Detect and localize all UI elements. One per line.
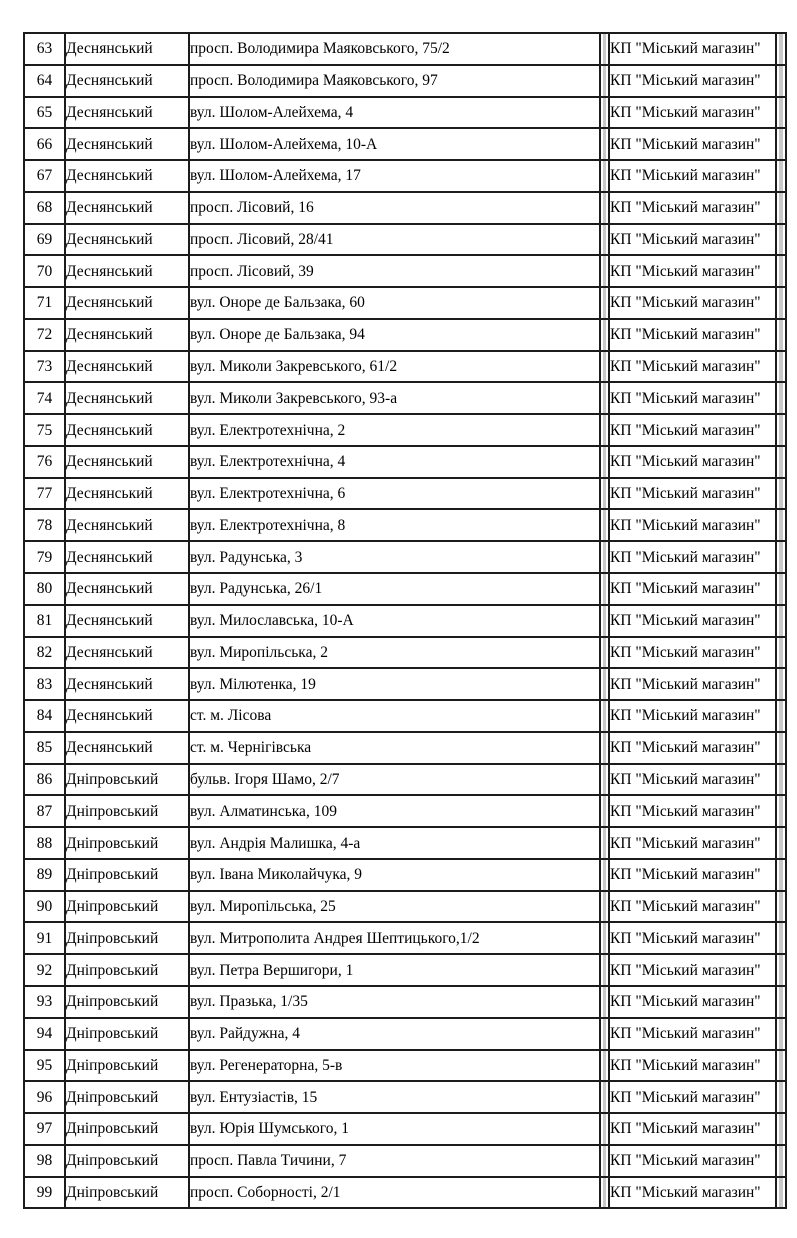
district-cell: Деснянський xyxy=(65,224,189,256)
district-cell: Деснянський xyxy=(65,97,189,129)
spacer-cell-right xyxy=(776,827,786,859)
spacer-cell-right xyxy=(776,414,786,446)
row-number-cell: 87 xyxy=(24,795,65,827)
vendor-cell: КП "Міський магазин" xyxy=(609,1177,776,1209)
row-number-cell: 89 xyxy=(24,859,65,891)
vendor-cell: КП "Міський магазин" xyxy=(609,509,776,541)
row-number-cell: 90 xyxy=(24,891,65,923)
district-cell: Деснянський xyxy=(65,637,189,669)
spacer-cell xyxy=(600,478,609,510)
address-cell: вул. Оноре де Бальзака, 60 xyxy=(189,287,600,319)
row-number-cell: 69 xyxy=(24,224,65,256)
spacer-cell-right xyxy=(776,509,786,541)
spacer-cell xyxy=(600,986,609,1018)
table-row xyxy=(24,891,786,923)
vendor-cell: КП "Міський магазин" xyxy=(609,65,776,97)
address-cell: вул. Миропільська, 2 xyxy=(189,637,600,669)
address-cell: вул. Оноре де Бальзака, 94 xyxy=(189,319,600,351)
table-row xyxy=(24,1081,786,1113)
row-number-cell: 77 xyxy=(24,478,65,510)
row-number-cell: 75 xyxy=(24,414,65,446)
district-cell: Деснянський xyxy=(65,351,189,383)
vendor-cell: КП "Міський магазин" xyxy=(609,160,776,192)
district-cell: Деснянський xyxy=(65,192,189,224)
spacer-cell xyxy=(600,891,609,923)
vendor-cell: КП "Міський магазин" xyxy=(609,1113,776,1145)
vendor-cell: КП "Міський магазин" xyxy=(609,287,776,319)
address-cell: просп. Володимира Маяковського, 97 xyxy=(189,65,600,97)
spacer-cell xyxy=(600,764,609,796)
vendor-cell: КП "Міський магазин" xyxy=(609,446,776,478)
district-cell: Деснянський xyxy=(65,732,189,764)
row-number-cell: 82 xyxy=(24,637,65,669)
spacer-cell xyxy=(600,192,609,224)
table-row xyxy=(24,986,786,1018)
spacer-cell xyxy=(600,65,609,97)
vendor-cell: КП "Міський магазин" xyxy=(609,128,776,160)
vendor-cell: КП "Міський магазин" xyxy=(609,97,776,129)
table-row xyxy=(24,1050,786,1082)
spacer-cell-right xyxy=(776,1113,786,1145)
row-number-cell: 63 xyxy=(24,33,65,65)
address-cell: вул. Мілютенка, 19 xyxy=(189,668,600,700)
row-number-cell: 99 xyxy=(24,1177,65,1209)
store-address-table xyxy=(23,32,787,1209)
spacer-cell-right xyxy=(776,764,786,796)
district-cell: Деснянський xyxy=(65,255,189,287)
district-cell: Дніпровський xyxy=(65,954,189,986)
spacer-cell-right xyxy=(776,1050,786,1082)
vendor-cell: КП "Міський магазин" xyxy=(609,478,776,510)
spacer-cell xyxy=(600,859,609,891)
spacer-cell-right xyxy=(776,700,786,732)
spacer-cell xyxy=(600,668,609,700)
spacer-cell xyxy=(600,732,609,764)
table-row xyxy=(24,859,786,891)
address-cell: вул. Миколи Закревського, 61/2 xyxy=(189,351,600,383)
row-number-cell: 95 xyxy=(24,1050,65,1082)
spacer-cell xyxy=(600,255,609,287)
vendor-cell: КП "Міський магазин" xyxy=(609,637,776,669)
vendor-cell: КП "Міський магазин" xyxy=(609,954,776,986)
vendor-cell: КП "Міський магазин" xyxy=(609,351,776,383)
spacer-cell xyxy=(600,700,609,732)
address-cell: вул. Електротехнічна, 6 xyxy=(189,478,600,510)
table-row xyxy=(24,446,786,478)
table-row xyxy=(24,414,786,446)
district-cell: Деснянський xyxy=(65,478,189,510)
district-cell: Деснянський xyxy=(65,414,189,446)
address-cell: вул. Празька, 1/35 xyxy=(189,986,600,1018)
address-cell: вул. Андрія Малишка, 4-а xyxy=(189,827,600,859)
vendor-cell: КП "Міський магазин" xyxy=(609,382,776,414)
district-cell: Дніпровський xyxy=(65,1050,189,1082)
address-cell: бульв. Ігоря Шамо, 2/7 xyxy=(189,764,600,796)
row-number-cell: 83 xyxy=(24,668,65,700)
table-row xyxy=(24,255,786,287)
vendor-cell: КП "Міський магазин" xyxy=(609,795,776,827)
district-cell: Деснянський xyxy=(65,573,189,605)
spacer-cell-right xyxy=(776,605,786,637)
address-cell: вул. Радунська, 26/1 xyxy=(189,573,600,605)
row-number-cell: 67 xyxy=(24,160,65,192)
spacer-cell-right xyxy=(776,954,786,986)
spacer-cell xyxy=(600,351,609,383)
table-row xyxy=(24,319,786,351)
spacer-cell-right xyxy=(776,446,786,478)
table-row xyxy=(24,700,786,732)
spacer-cell-right xyxy=(776,224,786,256)
table-row xyxy=(24,97,786,129)
district-cell: Деснянський xyxy=(65,446,189,478)
district-cell: Дніпровський xyxy=(65,1018,189,1050)
spacer-cell xyxy=(600,224,609,256)
vendor-cell: КП "Міський магазин" xyxy=(609,255,776,287)
district-cell: Дніпровський xyxy=(65,1145,189,1177)
vendor-cell: КП "Міський магазин" xyxy=(609,732,776,764)
spacer-cell xyxy=(600,446,609,478)
row-number-cell: 79 xyxy=(24,541,65,573)
district-cell: Деснянський xyxy=(65,700,189,732)
vendor-cell: КП "Міський магазин" xyxy=(609,859,776,891)
spacer-cell xyxy=(600,1177,609,1209)
spacer-cell-right xyxy=(776,891,786,923)
district-cell: Деснянський xyxy=(65,65,189,97)
vendor-cell: КП "Міський магазин" xyxy=(609,1081,776,1113)
table-row xyxy=(24,33,786,65)
district-cell: Деснянський xyxy=(65,128,189,160)
row-number-cell: 73 xyxy=(24,351,65,383)
district-cell: Дніпровський xyxy=(65,1177,189,1209)
spacer-cell-right xyxy=(776,128,786,160)
row-number-cell: 80 xyxy=(24,573,65,605)
table-row xyxy=(24,954,786,986)
address-cell: вул. Миропільська, 25 xyxy=(189,891,600,923)
table-row xyxy=(24,1113,786,1145)
district-cell: Дніпровський xyxy=(65,764,189,796)
table-row xyxy=(24,637,786,669)
district-cell: Деснянський xyxy=(65,287,189,319)
spacer-cell-right xyxy=(776,478,786,510)
spacer-cell xyxy=(600,319,609,351)
table-row xyxy=(24,478,786,510)
table-row xyxy=(24,827,786,859)
table-row xyxy=(24,605,786,637)
spacer-cell-right xyxy=(776,160,786,192)
vendor-cell: КП "Міський магазин" xyxy=(609,192,776,224)
row-number-cell: 65 xyxy=(24,97,65,129)
spacer-cell xyxy=(600,1113,609,1145)
spacer-cell-right xyxy=(776,541,786,573)
table-row xyxy=(24,1145,786,1177)
row-number-cell: 71 xyxy=(24,287,65,319)
spacer-cell xyxy=(600,160,609,192)
row-number-cell: 93 xyxy=(24,986,65,1018)
spacer-cell-right xyxy=(776,573,786,605)
row-number-cell: 72 xyxy=(24,319,65,351)
spacer-cell xyxy=(600,605,609,637)
spacer-cell-right xyxy=(776,1018,786,1050)
table-row xyxy=(24,192,786,224)
address-cell: вул. Шолом-Алейхема, 17 xyxy=(189,160,600,192)
address-cell: просп. Лісовий, 16 xyxy=(189,192,600,224)
row-number-cell: 64 xyxy=(24,65,65,97)
spacer-cell xyxy=(600,573,609,605)
district-cell: Деснянський xyxy=(65,319,189,351)
table-row xyxy=(24,65,786,97)
address-cell: вул. Алматинська, 109 xyxy=(189,795,600,827)
table-row xyxy=(24,541,786,573)
table-row xyxy=(24,573,786,605)
row-number-cell: 91 xyxy=(24,922,65,954)
table-row xyxy=(24,1018,786,1050)
vendor-cell: КП "Міський магазин" xyxy=(609,764,776,796)
address-cell: просп. Соборності, 2/1 xyxy=(189,1177,600,1209)
vendor-cell: КП "Міський магазин" xyxy=(609,1145,776,1177)
spacer-cell xyxy=(600,1050,609,1082)
spacer-cell xyxy=(600,1081,609,1113)
vendor-cell: КП "Міський магазин" xyxy=(609,1050,776,1082)
table-row xyxy=(24,128,786,160)
spacer-cell-right xyxy=(776,1145,786,1177)
vendor-cell: КП "Міський магазин" xyxy=(609,1018,776,1050)
store-table-body xyxy=(24,33,786,1208)
spacer-cell xyxy=(600,827,609,859)
address-cell: вул. Електротехнічна, 2 xyxy=(189,414,600,446)
district-cell: Дніпровський xyxy=(65,795,189,827)
district-cell: Деснянський xyxy=(65,605,189,637)
spacer-cell xyxy=(600,33,609,65)
district-cell: Деснянський xyxy=(65,382,189,414)
address-cell: вул. Радунська, 3 xyxy=(189,541,600,573)
table-row xyxy=(24,764,786,796)
table-row xyxy=(24,795,786,827)
row-number-cell: 70 xyxy=(24,255,65,287)
address-cell: вул. Шолом-Алейхема, 10-А xyxy=(189,128,600,160)
table-row xyxy=(24,351,786,383)
spacer-cell-right xyxy=(776,255,786,287)
spacer-cell-right xyxy=(776,287,786,319)
vendor-cell: КП "Міський магазин" xyxy=(609,319,776,351)
spacer-cell xyxy=(600,954,609,986)
spacer-cell-right xyxy=(776,1177,786,1209)
row-number-cell: 74 xyxy=(24,382,65,414)
table-row xyxy=(24,382,786,414)
spacer-cell-right xyxy=(776,33,786,65)
spacer-cell xyxy=(600,287,609,319)
row-number-cell: 97 xyxy=(24,1113,65,1145)
spacer-cell-right xyxy=(776,319,786,351)
table-row xyxy=(24,224,786,256)
row-number-cell: 86 xyxy=(24,764,65,796)
address-cell: вул. Митрополита Андрея Шептицького,1/2 xyxy=(189,922,600,954)
spacer-cell-right xyxy=(776,922,786,954)
district-cell: Деснянський xyxy=(65,541,189,573)
vendor-cell: КП "Міський магазин" xyxy=(609,414,776,446)
address-cell: вул. Милославська, 10-А xyxy=(189,605,600,637)
spacer-cell xyxy=(600,541,609,573)
spacer-cell xyxy=(600,637,609,669)
district-cell: Дніпровський xyxy=(65,1113,189,1145)
address-cell: ст. м. Лісова xyxy=(189,700,600,732)
district-cell: Деснянський xyxy=(65,668,189,700)
address-cell: вул. Ентузіастів, 15 xyxy=(189,1081,600,1113)
spacer-cell-right xyxy=(776,637,786,669)
address-cell: вул. Електротехнічна, 4 xyxy=(189,446,600,478)
address-cell: вул. Шолом-Алейхема, 4 xyxy=(189,97,600,129)
address-cell: просп. Лісовий, 28/41 xyxy=(189,224,600,256)
district-cell: Деснянський xyxy=(65,509,189,541)
table-row xyxy=(24,287,786,319)
spacer-cell xyxy=(600,1145,609,1177)
table-row xyxy=(24,732,786,764)
district-cell: Дніпровський xyxy=(65,859,189,891)
address-cell: ст. м. Чернігівська xyxy=(189,732,600,764)
table-row xyxy=(24,509,786,541)
row-number-cell: 94 xyxy=(24,1018,65,1050)
spacer-cell xyxy=(600,128,609,160)
spacer-cell-right xyxy=(776,65,786,97)
spacer-cell xyxy=(600,97,609,129)
row-number-cell: 66 xyxy=(24,128,65,160)
address-cell: просп. Павла Тичини, 7 xyxy=(189,1145,600,1177)
spacer-cell-right xyxy=(776,351,786,383)
vendor-cell: КП "Міський магазин" xyxy=(609,573,776,605)
spacer-cell-right xyxy=(776,986,786,1018)
spacer-cell xyxy=(600,922,609,954)
address-cell: вул. Юрія Шумського, 1 xyxy=(189,1113,600,1145)
address-cell: вул. Регенераторна, 5-в xyxy=(189,1050,600,1082)
spacer-cell xyxy=(600,1018,609,1050)
spacer-cell-right xyxy=(776,382,786,414)
district-cell: Деснянський xyxy=(65,33,189,65)
row-number-cell: 76 xyxy=(24,446,65,478)
row-number-cell: 68 xyxy=(24,192,65,224)
spacer-cell-right xyxy=(776,795,786,827)
vendor-cell: КП "Міський магазин" xyxy=(609,224,776,256)
vendor-cell: КП "Міський магазин" xyxy=(609,668,776,700)
spacer-cell-right xyxy=(776,668,786,700)
vendor-cell: КП "Міський магазин" xyxy=(609,986,776,1018)
address-cell: просп. Володимира Маяковського, 75/2 xyxy=(189,33,600,65)
district-cell: Деснянський xyxy=(65,160,189,192)
address-cell: вул. Івана Миколайчука, 9 xyxy=(189,859,600,891)
table-row xyxy=(24,668,786,700)
row-number-cell: 92 xyxy=(24,954,65,986)
vendor-cell: КП "Міський магазин" xyxy=(609,605,776,637)
spacer-cell-right xyxy=(776,1081,786,1113)
spacer-cell-right xyxy=(776,859,786,891)
address-cell: вул. Миколи Закревського, 93-а xyxy=(189,382,600,414)
spacer-cell xyxy=(600,382,609,414)
vendor-cell: КП "Міський магазин" xyxy=(609,922,776,954)
address-cell: просп. Лісовий, 39 xyxy=(189,255,600,287)
address-cell: вул. Райдужна, 4 xyxy=(189,1018,600,1050)
vendor-cell: КП "Міський магазин" xyxy=(609,891,776,923)
spacer-cell-right xyxy=(776,192,786,224)
table-row xyxy=(24,922,786,954)
table-row xyxy=(24,1177,786,1209)
district-cell: Дніпровський xyxy=(65,1081,189,1113)
district-cell: Дніпровський xyxy=(65,986,189,1018)
district-cell: Дніпровський xyxy=(65,922,189,954)
row-number-cell: 85 xyxy=(24,732,65,764)
vendor-cell: КП "Міський магазин" xyxy=(609,700,776,732)
vendor-cell: КП "Міський магазин" xyxy=(609,827,776,859)
address-cell: вул. Електротехнічна, 8 xyxy=(189,509,600,541)
spacer-cell-right xyxy=(776,732,786,764)
row-number-cell: 98 xyxy=(24,1145,65,1177)
row-number-cell: 78 xyxy=(24,509,65,541)
vendor-cell: КП "Міський магазин" xyxy=(609,33,776,65)
district-cell: Дніпровський xyxy=(65,891,189,923)
row-number-cell: 81 xyxy=(24,605,65,637)
table-row xyxy=(24,160,786,192)
vendor-cell: КП "Міський магазин" xyxy=(609,541,776,573)
spacer-cell xyxy=(600,414,609,446)
row-number-cell: 96 xyxy=(24,1081,65,1113)
spacer-cell-right xyxy=(776,97,786,129)
spacer-cell xyxy=(600,509,609,541)
row-number-cell: 84 xyxy=(24,700,65,732)
district-cell: Дніпровський xyxy=(65,827,189,859)
spacer-cell xyxy=(600,795,609,827)
row-number-cell: 88 xyxy=(24,827,65,859)
address-cell: вул. Петра Вершигори, 1 xyxy=(189,954,600,986)
